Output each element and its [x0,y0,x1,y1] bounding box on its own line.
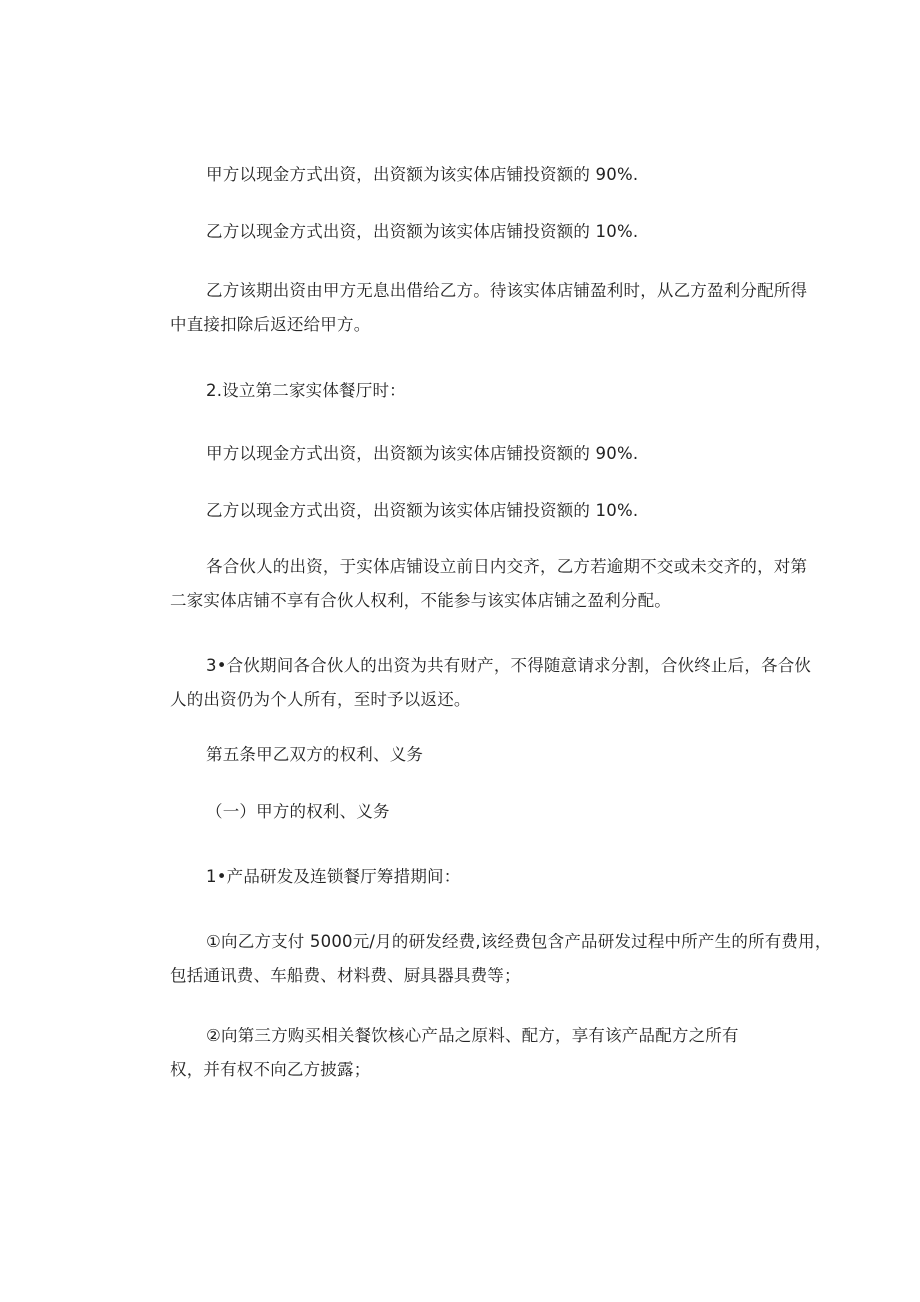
paragraph-5 [134,437,806,471]
paragraph-line: 二家实体店铺不享有合伙人权利，不能参与该实体店铺之盈利分配。 [170,591,671,610]
paragraph-line: 第五条甲乙双方的权利、义务 [206,745,424,764]
paragraph-line: （一）甲方的权利、义务 [206,802,390,821]
paragraph-line: 乙方以现金方式出资，出资额为该实体店铺投资额的 10%. [206,222,639,241]
paragraph-8 [134,649,812,717]
paragraph-6 [134,494,806,528]
paragraph-3 [134,274,806,342]
subsection-heading-party-a [134,795,806,829]
paragraph-1 [134,158,806,192]
paragraph-line: 甲方以现金方式出资，出资额为该实体店铺投资额的 90%. [206,165,639,184]
paragraph-11 [134,860,806,894]
paragraph-line: 人的出资仍为个人所有，至时予以返还。 [170,690,471,709]
paragraph-12 [134,925,832,993]
paragraph-4 [134,374,806,408]
paragraph-line: 权，并有权不向乙方披露； [170,1060,371,1079]
paragraph-line: 包括通讯费、车船费、材料费、厨具器具费等； [170,966,521,985]
section-heading-article-5 [134,738,806,772]
paragraph-7 [134,550,806,618]
paragraph-line: 各合伙人的出资，于实体店铺设立前日内交齐，乙方若逾期不交或未交齐的，对第 [206,557,808,576]
paragraph-line: ②向第三方购买相关餐饮核心产品之原料、配方，享有该产品配方之所有 [206,1026,739,1045]
paragraph-line: 甲方以现金方式出资，出资额为该实体店铺投资额的 90%. [206,444,639,463]
paragraph-line: 1•产品研发及连锁餐厅筹措期间： [206,867,461,886]
paragraph-line: 乙方以现金方式出资，出资额为该实体店铺投资额的 10%. [206,501,639,520]
paragraph-line: 2.设立第二家实体餐厅时： [206,381,406,400]
paragraph-line: 乙方该期出资由甲方无息出借给乙方。待该实体店铺盈利时，从乙方盈利分配所得 [206,281,808,300]
paragraph-line: 3•合伙期间各合伙人的出资为共有财产，不得随意请求分割，合伙终止后，各合伙 [206,656,812,675]
paragraph-13 [134,1019,806,1087]
paragraph-2 [134,215,806,249]
paragraph-line: 中直接扣除后返还给甲方。 [170,315,371,334]
paragraph-line: ①向乙方支付 5000元/月的研发经费,该经费包含产品研发过程中所产生的所有费用， [206,932,832,951]
